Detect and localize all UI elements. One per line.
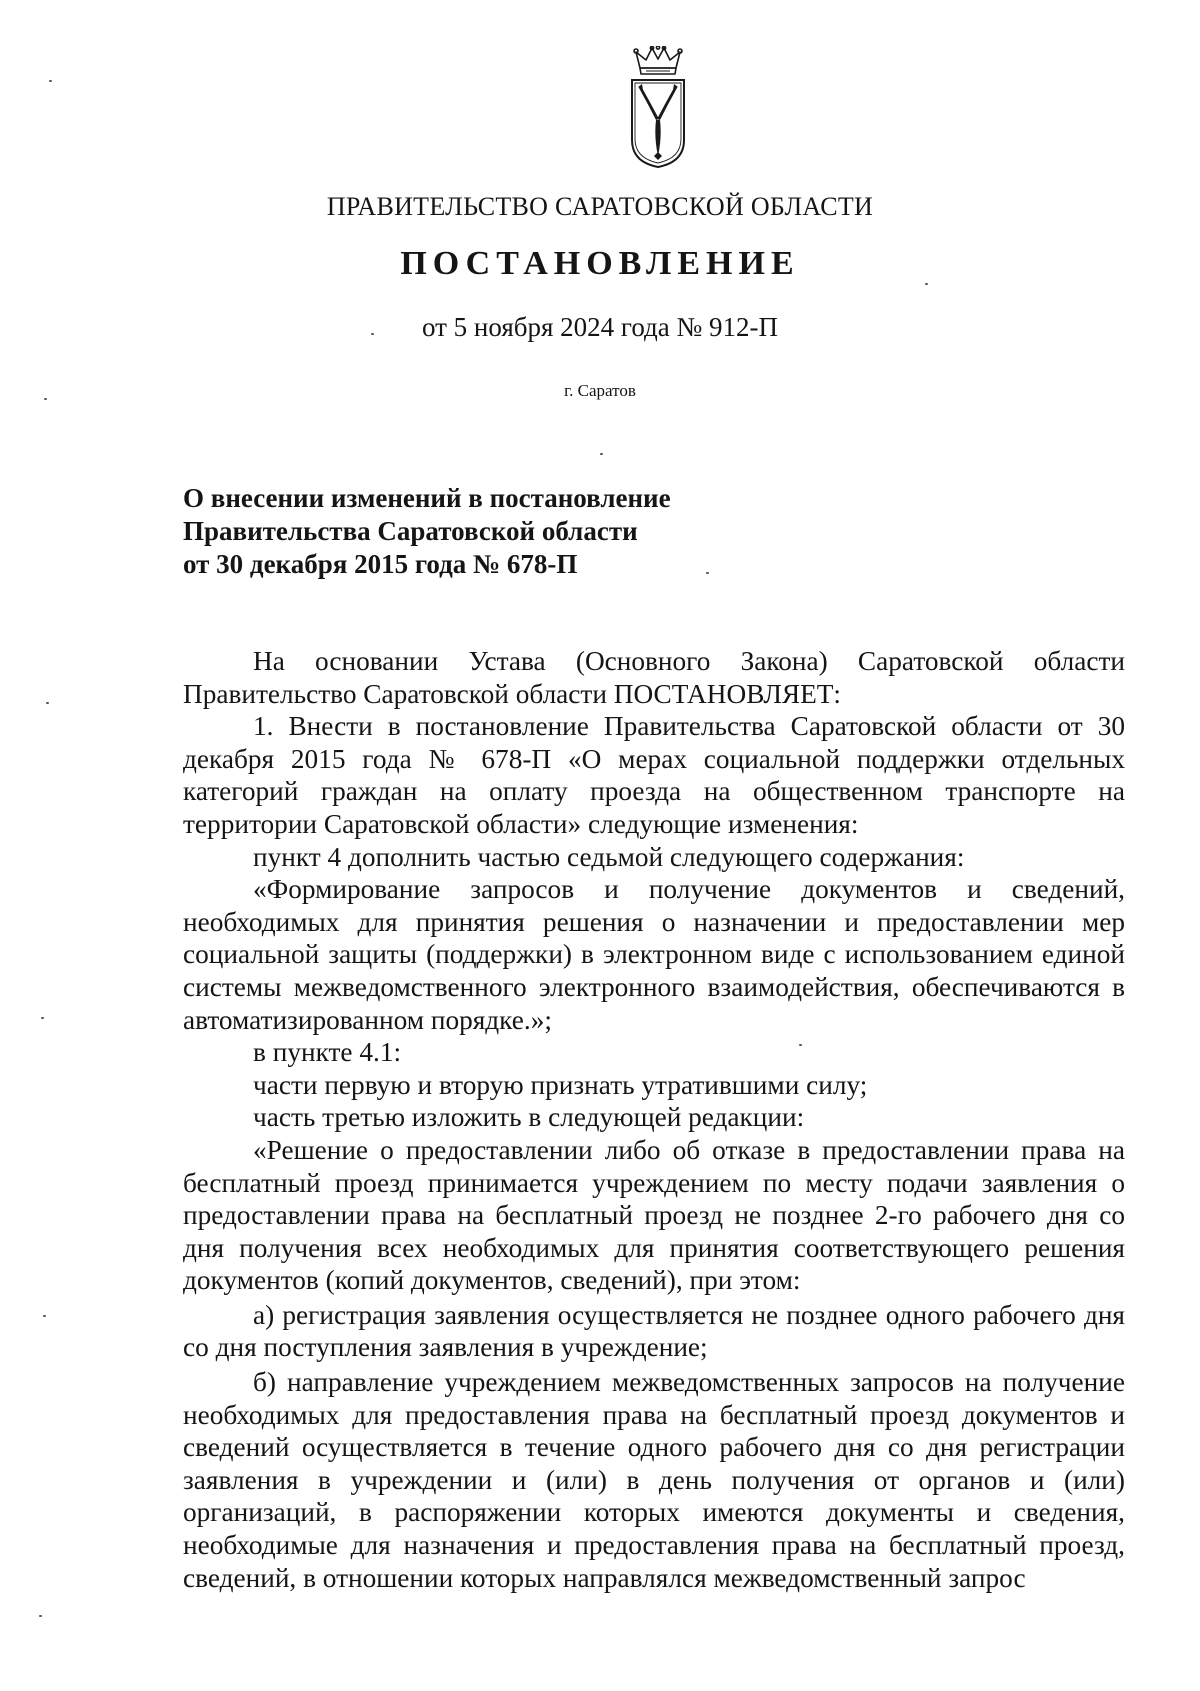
- body-paragraph: На основании Устава (Основного Закона) Саратовской области Правительство Саратовской области ПОСТАНОВЛЯЕТ:: [183, 646, 1125, 709]
- document-city: г. Саратов: [564, 381, 636, 400]
- scan-speck: [600, 453, 603, 455]
- body-paragraph: б) направление учреждением межведомственных запросов на получение необходимых для предоставления права на бесплатный проезд документов и сведений осуществляется в течение одного рабочего дня со дня регистрации заявления в учреждении и (или) в день получения от органов и (или) организаций, в распоряжении которых имеются документы и сведения, необходимые для назначения и предоставления права на бесплатный проезд, сведений, в отношении которых направлялся межведомственный запрос: [183, 1367, 1125, 1593]
- body-paragraph: 1. Внести в постановление Правительства Саратовской области от 30 декабря 2015 года № 678-П «О мерах социальной поддержки отдельных категорий граждан на оплату проезда на общественном транспорте на территории Саратовской области» следующие изменения:: [183, 711, 1125, 839]
- body-paragraph: «Решение о предоставлении либо об отказе в предоставлении права на бесплатный проезд принимается учреждением по месту подачи заявления о предоставлении права на бесплатный проезд не позднее 2-го рабочего дня со дня получения всех необходимых для принятия соответствующего решения документов (копий документов, сведений), при этом:: [183, 1134, 1125, 1296]
- document-subject: [183, 482, 803, 581]
- document-body: [183, 645, 1125, 1594]
- body-paragraph: «Формирование запросов и получение документов и сведений, необходимых для принятия решения о назначении и предоставлении мер социальной защиты (поддержки) в электронном виде с использованием единой системы межведомственного электронного взаимодействия, обеспечиваются в автоматизированном порядке.»;: [183, 874, 1125, 1035]
- subject-line: от 30 декабря 2015 года № 678-П: [183, 549, 578, 579]
- scan-speck: [49, 80, 52, 82]
- body-paragraph: пункт 4 дополнить частью седьмой следующего содержания:: [253, 841, 965, 872]
- document-date-number: от 5 ноября 2024 года № 912-П: [421, 312, 779, 342]
- body-paragraph: а) регистрация заявления осуществляется не позднее одного рабочего дня со дня поступления заявления в учреждение;: [183, 1299, 1125, 1363]
- body-paragraph: части первую и вторую признать утратившими силу;: [253, 1069, 868, 1100]
- government-title: ПРАВИТЕЛЬСТВО САРАТОВСКОЙ ОБЛАСТИ: [326, 192, 874, 221]
- scan-speck: [925, 283, 928, 285]
- scan-speck: [706, 572, 709, 574]
- scan-speck: [39, 1615, 42, 1617]
- scan-speck: [799, 1044, 802, 1046]
- scan-speck: [43, 1315, 46, 1317]
- scan-speck: [41, 1017, 44, 1019]
- subject-line: О внесении изменений в постановление: [183, 483, 671, 513]
- scan-speck: [44, 398, 47, 400]
- subject-line: Правительства Саратовской области: [183, 516, 638, 546]
- scan-speck: [371, 333, 374, 335]
- body-paragraph: часть третью изложить в следующей редакции:: [253, 1102, 805, 1133]
- scan-speck: [46, 702, 49, 704]
- coat-of-arms-icon: [626, 46, 690, 170]
- body-paragraph: в пункте 4.1:: [253, 1037, 402, 1068]
- document-type-heading: ПОСТАНОВЛЕНИЕ: [400, 245, 800, 282]
